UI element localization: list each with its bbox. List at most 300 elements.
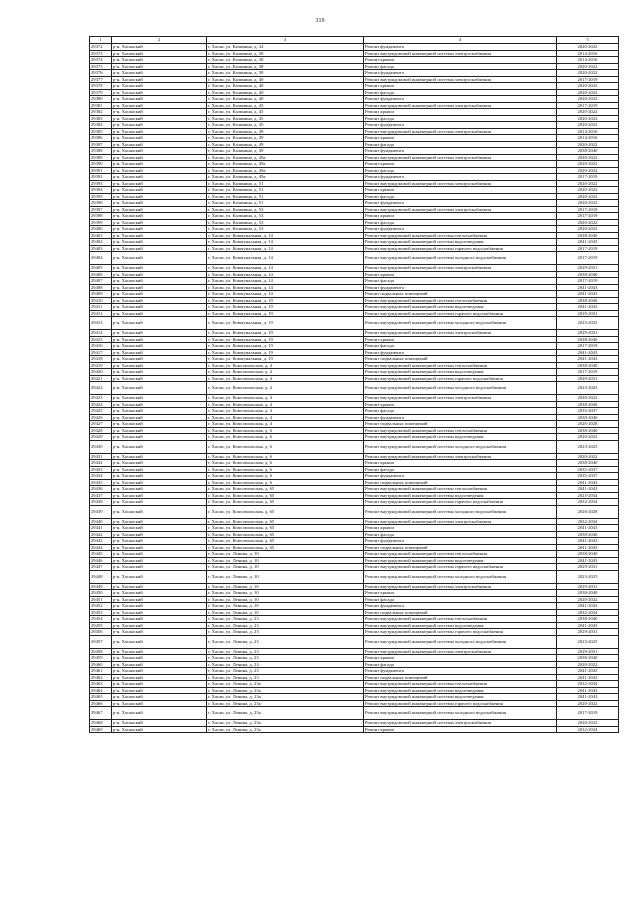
address-cell: г. Хасан, ул. Комсомольская, д. 6 (207, 460, 364, 467)
work-type-cell: Ремонт внутридомовой инженерной системы электроснабжения (364, 128, 557, 135)
row-number-cell: 29455 (90, 622, 112, 629)
row-number-cell: 29376 (90, 70, 112, 77)
district-cell: р-н. Хасанский (112, 596, 207, 603)
address-cell: г. Хасан, ул. Коммунальная, д. 14 (207, 284, 364, 291)
period-cell: 2020-2022 (557, 167, 619, 174)
period-cell: 2017-2019 (557, 343, 619, 350)
period-cell: 2041-2043 (557, 479, 619, 486)
registry-table (89, 36, 619, 733)
row-number-cell: 29404 (90, 252, 112, 265)
work-type-cell: Ремонт внутридомовой инженерной системы теплоснабжения (364, 297, 557, 304)
district-cell: р-н. Хасанский (112, 278, 207, 285)
row-number-cell: 29405 (90, 265, 112, 272)
district-cell: р-н. Хасанский (112, 603, 207, 610)
district-cell: р-н. Хасанский (112, 304, 207, 311)
row-number-cell: 29457 (90, 635, 112, 648)
address-cell: г. Хасан, ул. Калинина, д. 53 (207, 213, 364, 220)
address-cell: г. Хасан, ул. Ленина, д. 23а (207, 726, 364, 733)
address-cell: г. Хасан, ул. Ленина, д. 23 (207, 648, 364, 655)
district-cell: р-н. Хасанский (112, 473, 207, 480)
address-cell: г. Хасан, ул. Калинина, д. 51 (207, 193, 364, 200)
work-type-cell: Ремонт внутридомовой инженерной системы водоотведения (364, 557, 557, 564)
district-cell: р-н. Хасанский (112, 213, 207, 220)
district-cell: р-н. Хасанский (112, 180, 207, 187)
address-cell: г. Хасан, ул. Комсомольская, д. 4 (207, 421, 364, 428)
district-cell: р-н. Хасанский (112, 154, 207, 161)
period-cell: 2029-2031 (557, 648, 619, 655)
table-row (90, 382, 619, 395)
work-type-cell: Ремонт фундамента (364, 538, 557, 545)
table-row (90, 505, 619, 518)
period-cell: 2017-2019 (557, 213, 619, 220)
work-type-cell: Ремонт фасада (364, 531, 557, 538)
address-cell: г. Хасан, ул. Калинина, д. 53 (207, 219, 364, 226)
period-cell: 2041-2043 (557, 291, 619, 298)
work-type-cell: Ремонт фасада (364, 219, 557, 226)
address-cell: г. Хасан, ул. Комсомольская, д. 6 (207, 473, 364, 480)
row-number-cell: 29428 (90, 427, 112, 434)
address-cell: г. Хасан, ул. Комсомольская, д. 6 (207, 427, 364, 434)
row-number-cell: 29459 (90, 655, 112, 662)
row-number-cell: 29468 (90, 720, 112, 727)
work-type-cell: Ремонт внутридомовой инженерной системы холодного водоснабжения (364, 505, 557, 518)
district-cell: р-н. Хасанский (112, 570, 207, 583)
address-cell: г. Хасан, ул. Калинина, д. 51 (207, 200, 364, 207)
work-type-cell: Ремонт крыши (364, 187, 557, 194)
work-type-cell: Ремонт внутридомовой инженерной системы электроснабжения (364, 180, 557, 187)
work-type-cell: Ремонт фундамента (364, 473, 557, 480)
district-cell: р-н. Хасанский (112, 414, 207, 421)
address-cell: г. Хасан, ул. Ленина, д. 23 (207, 668, 364, 675)
work-type-cell: Ремонт фасада (364, 193, 557, 200)
address-cell: г. Хасан, ул. Ленина, д. 10 (207, 570, 364, 583)
period-cell: 2020-2022 (557, 109, 619, 116)
period-cell: 2026-2028 (557, 505, 619, 518)
row-number-cell: 29387 (90, 141, 112, 148)
district-cell: р-н. Хасанский (112, 174, 207, 181)
period-cell: 2020-2022 (557, 154, 619, 161)
row-number-cell: 29452 (90, 603, 112, 610)
row-number-cell: 29385 (90, 128, 112, 135)
work-type-cell: Ремонт внутридомовой инженерной системы электроснабжения (364, 265, 557, 272)
row-number-cell: 29466 (90, 700, 112, 707)
row-number-cell: 29419 (90, 362, 112, 369)
address-cell: г. Хасан, ул. Ленина, д. 10 (207, 596, 364, 603)
district-cell: р-н. Хасанский (112, 453, 207, 460)
work-type-cell: Ремонт фасада (364, 115, 557, 122)
period-cell: 2023-2025 (557, 635, 619, 648)
row-number-cell: 29372 (90, 44, 112, 51)
period-cell: 2038-2040 (557, 148, 619, 155)
address-cell: г. Хасан, ул. Комсомольская, д. 4 (207, 395, 364, 402)
district-cell: р-н. Хасанский (112, 369, 207, 376)
period-cell: 2032-2034 (557, 518, 619, 525)
period-cell: 2038-2040 (557, 401, 619, 408)
address-cell: г. Хасан, ул. Комсомольская, д. 6 (207, 466, 364, 473)
district-cell: р-н. Хасанский (112, 408, 207, 415)
period-cell: 2041-2043 (557, 622, 619, 629)
address-cell: г. Хасан, ул. Коммунальная, д. 14 (207, 278, 364, 285)
district-cell: р-н. Хасанский (112, 401, 207, 408)
district-cell: р-н. Хасанский (112, 148, 207, 155)
row-number-cell: 29423 (90, 395, 112, 402)
row-number-cell: 29374 (90, 57, 112, 64)
address-cell: г. Хасан, ул. Коммунальная, д. 19 (207, 356, 364, 363)
row-number-cell: 29426 (90, 414, 112, 421)
district-cell: р-н. Хасанский (112, 297, 207, 304)
address-cell: г. Хасан, ул. Калинина, д. 49 (207, 141, 364, 148)
address-cell: г. Хасан, ул. Калинина, д. 49 (207, 128, 364, 135)
address-cell: г. Хасан, ул. Калинина, д. 45 (207, 102, 364, 109)
work-type-cell: Ремонт фундамента (364, 44, 557, 51)
address-cell: г. Хасан, ул. Калинина, д. 49 (207, 148, 364, 155)
address-cell: г. Хасан, ул. Комсомольская, д. 65 (207, 499, 364, 506)
period-cell: 2020-2022 (557, 596, 619, 603)
district-cell: р-н. Хасанский (112, 492, 207, 499)
row-number-cell: 29453 (90, 609, 112, 616)
row-number-cell: 29395 (90, 193, 112, 200)
page-number: 319 (315, 18, 325, 24)
row-number-cell: 29439 (90, 505, 112, 518)
period-cell: 2038-2040 (557, 616, 619, 623)
address-cell: г. Хасан, ул. Калинина, д. 49а (207, 154, 364, 161)
address-cell: г. Хасан, ул. Коммунальная, д. 14 (207, 265, 364, 272)
work-type-cell: Ремонт фасада (364, 596, 557, 603)
work-type-cell: Ремонт внутридомовой инженерной системы теплоснабжения (364, 681, 557, 688)
period-cell: 2041-2043 (557, 603, 619, 610)
work-type-cell: Ремонт фундамента (364, 603, 557, 610)
row-number-cell: 29435 (90, 479, 112, 486)
work-type-cell: Ремонт внутридомовой инженерной системы теплоснабжения (364, 616, 557, 623)
address-cell: г. Хасан, ул. Калинина, д. 38 (207, 50, 364, 57)
row-number-cell: 29416 (90, 343, 112, 350)
work-type-cell: Ремонт подвальных помещений (364, 356, 557, 363)
work-type-cell: Ремонт крыши (364, 161, 557, 168)
work-type-cell: Ремонт фасада (364, 141, 557, 148)
work-type-cell: Ремонт крыши (364, 590, 557, 597)
district-cell: р-н. Хасанский (112, 70, 207, 77)
work-type-cell: Ремонт крыши (364, 109, 557, 116)
row-number-cell: 29436 (90, 486, 112, 493)
work-type-cell: Ремонт крыши (364, 655, 557, 662)
address-cell: г. Хасан, ул. Комсомольская, д. 6 (207, 440, 364, 453)
period-cell: 2020-2022 (557, 200, 619, 207)
row-number-cell: 29402 (90, 239, 112, 246)
period-cell: 2017-2019 (557, 278, 619, 285)
row-number-cell: 29440 (90, 518, 112, 525)
row-number-cell: 29379 (90, 89, 112, 96)
work-type-cell: Ремонт внутридомовой инженерной системы теплоснабжения (364, 486, 557, 493)
work-type-cell: Ремонт фасада (364, 167, 557, 174)
district-cell: р-н. Хасанский (112, 161, 207, 168)
district-cell: р-н. Хасанский (112, 440, 207, 453)
district-cell: р-н. Хасанский (112, 661, 207, 668)
district-cell: р-н. Хасанский (112, 648, 207, 655)
work-type-cell: Ремонт внутридомовой инженерной системы горячего водоснабжения (364, 499, 557, 506)
period-cell: 2041-2043 (557, 674, 619, 681)
district-cell: р-н. Хасанский (112, 525, 207, 532)
period-cell: 2023-2025 (557, 570, 619, 583)
address-cell: г. Хасан, ул. Ленина, д. 23а (207, 694, 364, 701)
district-cell: р-н. Хасанский (112, 265, 207, 272)
address-cell: г. Хасан, ул. Коммунальная, д. 14 (207, 291, 364, 298)
address-cell: г. Хасан, ул. Комсомольская, д. 65 (207, 531, 364, 538)
district-cell: р-н. Хасанский (112, 655, 207, 662)
work-type-cell: Ремонт крыши (364, 135, 557, 142)
work-type-cell: Ремонт внутридомовой инженерной системы электроснабжения (364, 50, 557, 57)
row-number-cell: 29434 (90, 473, 112, 480)
district-cell: р-н. Хасанский (112, 102, 207, 109)
row-number-cell: 29446 (90, 557, 112, 564)
work-type-cell: Ремонт крыши (364, 336, 557, 343)
period-cell: 2020-2022 (557, 434, 619, 441)
period-cell: 2038-2040 (557, 232, 619, 239)
work-type-cell: Ремонт внутридомовой инженерной системы электроснабжения (364, 206, 557, 213)
work-type-cell: Ремонт фундамента (364, 70, 557, 77)
district-cell: р-н. Хасанский (112, 674, 207, 681)
row-number-cell: 29444 (90, 544, 112, 551)
period-cell: 2020-2022 (557, 44, 619, 51)
period-cell: 2029-2031 (557, 564, 619, 571)
period-cell: 2038-2040 (557, 551, 619, 558)
period-cell: 2020-2022 (557, 453, 619, 460)
table-row (90, 252, 619, 265)
work-type-cell: Ремонт крыши (364, 57, 557, 64)
row-number-cell: 29456 (90, 629, 112, 636)
table-row (90, 726, 619, 733)
row-number-cell: 29463 (90, 681, 112, 688)
period-cell: 2038-2040 (557, 362, 619, 369)
period-cell: 2020-2022 (557, 122, 619, 129)
district-cell: р-н. Хасанский (112, 330, 207, 337)
period-cell: 2041-2043 (557, 486, 619, 493)
work-type-cell: Ремонт внутридомовой инженерной системы электроснабжения (364, 453, 557, 460)
address-cell: г. Хасан, ул. Ленина, д. 23а (207, 720, 364, 727)
address-cell: г. Хасан, ул. Ленина, д. 10 (207, 583, 364, 590)
row-number-cell: 29389 (90, 154, 112, 161)
address-cell: г. Хасан, ул. Комсомольская, д. 4 (207, 369, 364, 376)
row-number-cell: 29410 (90, 297, 112, 304)
address-cell: г. Хасан, ул. Ленина, д. 10 (207, 551, 364, 558)
address-cell: г. Хасан, ул. Ленина, д. 23 (207, 622, 364, 629)
work-type-cell: Ремонт внутридомовой инженерной системы электроснабжения (364, 395, 557, 402)
address-cell: г. Хасан, ул. Ленина, д. 10 (207, 590, 364, 597)
district-cell: р-н. Хасанский (112, 499, 207, 506)
row-number-cell: 29429 (90, 434, 112, 441)
district-cell: р-н. Хасанский (112, 720, 207, 727)
district-cell: р-н. Хасанский (112, 531, 207, 538)
address-cell: г. Хасан, ул. Калинина, д. 40 (207, 89, 364, 96)
row-number-cell: 29431 (90, 453, 112, 460)
work-type-cell: Ремонт фундамента (364, 226, 557, 233)
district-cell: р-н. Хасанский (112, 219, 207, 226)
district-cell: р-н. Хасанский (112, 395, 207, 402)
work-type-cell: Ремонт подвальных помещений (364, 421, 557, 428)
column-header: 1 (90, 37, 112, 44)
period-cell: 2029-2031 (557, 265, 619, 272)
work-type-cell: Ремонт фасада (364, 661, 557, 668)
district-cell: р-н. Хасанский (112, 668, 207, 675)
address-cell: г. Хасан, ул. Калинина, д. 38 (207, 70, 364, 77)
row-number-cell: 29388 (90, 148, 112, 155)
district-cell: р-н. Хасанский (112, 622, 207, 629)
work-type-cell: Ремонт подвальных помещений (364, 674, 557, 681)
district-cell: р-н. Хасанский (112, 115, 207, 122)
work-type-cell: Ремонт внутридомовой инженерной системы водоотведения (364, 304, 557, 311)
row-number-cell: 29403 (90, 245, 112, 252)
district-cell: р-н. Хасанский (112, 635, 207, 648)
row-number-cell: 29375 (90, 63, 112, 70)
work-type-cell: Ремонт внутридомовой инженерной системы водоотведения (364, 687, 557, 694)
period-cell: 2014-2016 (557, 135, 619, 142)
district-cell: р-н. Хасанский (112, 460, 207, 467)
work-type-cell: Ремонт внутридомовой инженерной системы холодного водоснабжения (364, 440, 557, 453)
address-cell: г. Хасан, ул. Ленина, д. 10 (207, 564, 364, 571)
work-type-cell: Ремонт фасада (364, 63, 557, 70)
row-number-cell: 29401 (90, 232, 112, 239)
row-number-cell: 29400 (90, 226, 112, 233)
district-cell: р-н. Хасанский (112, 726, 207, 733)
row-number-cell: 29413 (90, 317, 112, 330)
district-cell: р-н. Хасанский (112, 427, 207, 434)
period-cell: 2038-2040 (557, 427, 619, 434)
period-cell: 2017-2019 (557, 174, 619, 181)
row-number-cell: 29394 (90, 187, 112, 194)
row-number-cell: 29432 (90, 460, 112, 467)
district-cell: р-н. Хасанский (112, 466, 207, 473)
work-type-cell: Ремонт внутридомовой инженерной системы водоотведения (364, 369, 557, 376)
row-number-cell: 29408 (90, 284, 112, 291)
period-cell: 2023-2025 (557, 382, 619, 395)
period-cell: 2020-2022 (557, 395, 619, 402)
period-cell: 2020-2022 (557, 187, 619, 194)
district-cell: р-н. Хасанский (112, 128, 207, 135)
address-cell: г. Хасан, ул. Коммунальная, д. 14 (207, 239, 364, 246)
period-cell: 2020-2022 (557, 180, 619, 187)
period-cell: 2041-2043 (557, 304, 619, 311)
work-type-cell: Ремонт внутридомовой инженерной системы горячего водоснабжения (364, 245, 557, 252)
row-number-cell: 29392 (90, 174, 112, 181)
district-cell: р-н. Хасанский (112, 382, 207, 395)
address-cell: г. Хасан, ул. Ленина, д. 10 (207, 557, 364, 564)
address-cell: г. Хасан, ул. Коммунальная, д. 19 (207, 297, 364, 304)
district-cell: р-н. Хасанский (112, 271, 207, 278)
district-cell: р-н. Хасанский (112, 122, 207, 129)
work-type-cell: Ремонт фундамента (364, 174, 557, 181)
district-cell: р-н. Хасанский (112, 544, 207, 551)
work-type-cell: Ремонт крыши (364, 213, 557, 220)
work-type-cell: Ремонт фасада (364, 343, 557, 350)
period-cell: 2029-2031 (557, 330, 619, 337)
district-cell: р-н. Хасанский (112, 583, 207, 590)
address-cell: г. Хасан, ул. Калинина, д. 49а (207, 167, 364, 174)
period-cell: 2041-2043 (557, 284, 619, 291)
address-cell: г. Хасан, ул. Комсомольская, д. 6 (207, 479, 364, 486)
period-cell: 2029-2031 (557, 583, 619, 590)
work-type-cell: Ремонт внутридомовой инженерной системы водоотведения (364, 492, 557, 499)
table-header-row (90, 37, 619, 44)
row-number-cell: 29454 (90, 616, 112, 623)
period-cell: 2032-2034 (557, 726, 619, 733)
address-cell: г. Хасан, ул. Коммунальная, д. 14 (207, 271, 364, 278)
address-cell: г. Хасан, ул. Ленина, д. 10 (207, 609, 364, 616)
address-cell: г. Хасан, ул. Коммунальная, д. 14 (207, 232, 364, 239)
row-number-cell: 29399 (90, 219, 112, 226)
district-cell: р-н. Хасанский (112, 616, 207, 623)
district-cell: р-н. Хасанский (112, 629, 207, 636)
work-type-cell: Ремонт фасада (364, 278, 557, 285)
work-type-cell: Ремонт крыши (364, 726, 557, 733)
work-type-cell: Ремонт крыши (364, 460, 557, 467)
district-cell: р-н. Хасанский (112, 421, 207, 428)
row-number-cell: 29433 (90, 466, 112, 473)
period-cell: 2038-2040 (557, 297, 619, 304)
table-body (90, 44, 619, 733)
row-number-cell: 29393 (90, 180, 112, 187)
district-cell: р-н. Хасанский (112, 109, 207, 116)
row-number-cell: 29462 (90, 674, 112, 681)
row-number-cell: 29415 (90, 336, 112, 343)
period-cell: 2041-2043 (557, 694, 619, 701)
period-cell: 2014-2016 (557, 57, 619, 64)
row-number-cell: 29377 (90, 76, 112, 83)
work-type-cell: Ремонт внутридомовой инженерной системы электроснабжения (364, 720, 557, 727)
work-type-cell: Ремонт внутридомовой инженерной системы теплоснабжения (364, 427, 557, 434)
address-cell: г. Хасан, ул. Калинина, д. 38 (207, 63, 364, 70)
address-cell: г. Хасан, ул. Комсомольская, д. 4 (207, 382, 364, 395)
district-cell: р-н. Хасанский (112, 694, 207, 701)
district-cell: р-н. Хасанский (112, 434, 207, 441)
work-type-cell: Ремонт внутридомовой инженерной системы холодного водоснабжения (364, 252, 557, 265)
district-cell: р-н. Хасанский (112, 57, 207, 64)
address-cell: г. Хасан, ул. Калинина, д. 45 (207, 122, 364, 129)
work-type-cell: Ремонт фундамента (364, 414, 557, 421)
period-cell: 2017-2019 (557, 252, 619, 265)
district-cell: р-н. Хасанский (112, 187, 207, 194)
period-cell: 2017-2019 (557, 707, 619, 720)
row-number-cell: 29414 (90, 330, 112, 337)
district-cell: р-н. Хасанский (112, 76, 207, 83)
district-cell: р-н. Хасанский (112, 505, 207, 518)
period-cell: 2023-2025 (557, 317, 619, 330)
period-cell: 2017-2019 (557, 76, 619, 83)
work-type-cell: Ремонт внутридомовой инженерной системы теплоснабжения (364, 551, 557, 558)
address-cell: г. Хасан, ул. Комсомольская, д. 4 (207, 362, 364, 369)
address-cell: г. Хасан, ул. Калинина, д. 40 (207, 83, 364, 90)
row-number-cell: 29450 (90, 590, 112, 597)
row-number-cell: 29373 (90, 50, 112, 57)
row-number-cell: 29398 (90, 213, 112, 220)
address-cell: г. Хасан, ул. Комсомольская, д. 65 (207, 486, 364, 493)
address-cell: г. Хасан, ул. Комсомольская, д. 6 (207, 453, 364, 460)
work-type-cell: Ремонт крыши (364, 525, 557, 532)
work-type-cell: Ремонт внутридомовой инженерной системы горячего водоснабжения (364, 375, 557, 382)
work-type-cell: Ремонт фасада (364, 89, 557, 96)
work-type-cell: Ремонт внутридомовой инженерной системы холодного водоснабжения (364, 382, 557, 395)
period-cell: 2020-2022 (557, 83, 619, 90)
district-cell: р-н. Хасанский (112, 96, 207, 103)
column-header: 4 (364, 37, 557, 44)
work-type-cell: Ремонт фасада (364, 466, 557, 473)
work-type-cell: Ремонт внутридомовой инженерной системы водоотведения (364, 434, 557, 441)
row-number-cell: 29443 (90, 538, 112, 545)
row-number-cell: 29445 (90, 551, 112, 558)
period-cell: 2020-2022 (557, 70, 619, 77)
address-cell: г. Хасан, ул. Комсомольская, д. 65 (207, 525, 364, 532)
district-cell: р-н. Хасанский (112, 167, 207, 174)
district-cell: р-н. Хасанский (112, 375, 207, 382)
address-cell: г. Хасан, ул. Калинина, д. 40 (207, 96, 364, 103)
